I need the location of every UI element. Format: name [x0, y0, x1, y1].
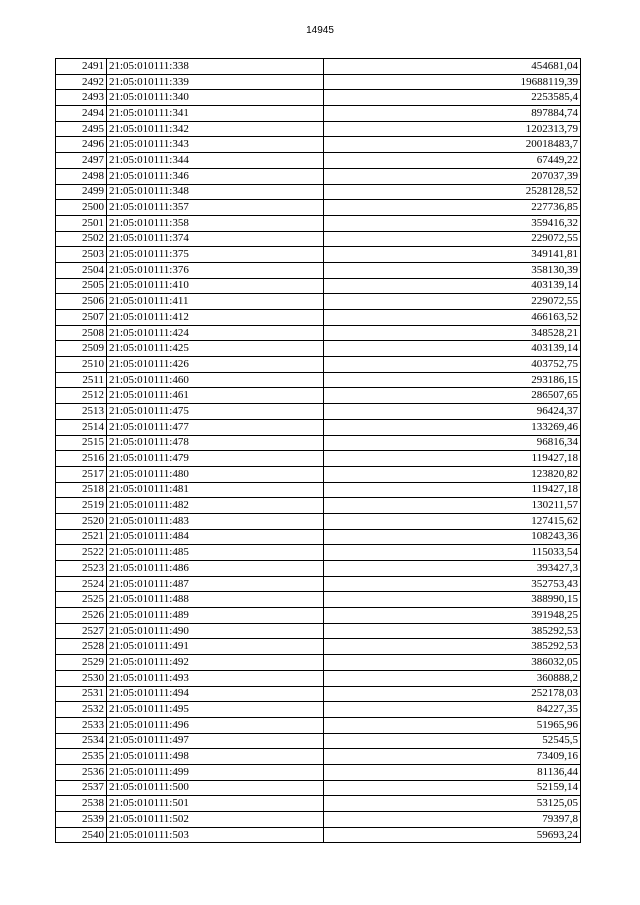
row-number-cell: 2494: [56, 106, 107, 122]
value-cell: 119427,18: [324, 451, 581, 467]
value-cell: 286507,65: [324, 388, 581, 404]
value-cell: 229072,55: [324, 294, 581, 310]
value-cell: 385292,53: [324, 623, 581, 639]
table-row: [56, 513, 581, 529]
row-number-cell: 2530: [56, 670, 107, 686]
cadastral-number-cell: 21:05:010111:346: [107, 168, 324, 184]
row-number-cell: 2518: [56, 482, 107, 498]
cadastral-number-cell: 21:05:010111:424: [107, 325, 324, 341]
table-row: [56, 451, 581, 467]
table-row: [56, 780, 581, 796]
table-row: [56, 341, 581, 357]
value-cell: 130211,57: [324, 498, 581, 514]
cadastral-number-cell: 21:05:010111:475: [107, 404, 324, 420]
row-number-cell: 2510: [56, 357, 107, 373]
row-number-cell: 2502: [56, 231, 107, 247]
table-row: [56, 498, 581, 514]
row-number-cell: 2537: [56, 780, 107, 796]
cadastral-number-cell: 21:05:010111:496: [107, 717, 324, 733]
table-row: [56, 106, 581, 122]
value-cell: 20018483,7: [324, 137, 581, 153]
table-row: [56, 592, 581, 608]
cadastral-number-cell: 21:05:010111:411: [107, 294, 324, 310]
table-row: [56, 812, 581, 828]
table-row: [56, 184, 581, 200]
row-number-cell: 2514: [56, 419, 107, 435]
value-cell: 466163,52: [324, 310, 581, 326]
table-row: [56, 325, 581, 341]
table-row: [56, 608, 581, 624]
row-number-cell: 2501: [56, 215, 107, 231]
row-number-cell: 2496: [56, 137, 107, 153]
table-row: [56, 168, 581, 184]
value-cell: 252178,03: [324, 686, 581, 702]
value-cell: 96816,34: [324, 435, 581, 451]
table-row: [56, 59, 581, 75]
table-row: [56, 153, 581, 169]
table-row: [56, 655, 581, 671]
table-row: [56, 545, 581, 561]
table-row: [56, 702, 581, 718]
table-row: [56, 670, 581, 686]
table-row: [56, 466, 581, 482]
records-table: [55, 58, 581, 843]
row-number-cell: 2524: [56, 576, 107, 592]
cadastral-number-cell: 21:05:010111:375: [107, 247, 324, 263]
row-number-cell: 2505: [56, 278, 107, 294]
cadastral-number-cell: 21:05:010111:491: [107, 639, 324, 655]
row-number-cell: 2512: [56, 388, 107, 404]
cadastral-number-cell: 21:05:010111:461: [107, 388, 324, 404]
table-row: [56, 733, 581, 749]
row-number-cell: 2506: [56, 294, 107, 310]
cadastral-number-cell: 21:05:010111:412: [107, 310, 324, 326]
table-row: [56, 247, 581, 263]
cadastral-number-cell: 21:05:010111:489: [107, 608, 324, 624]
cadastral-number-cell: 21:05:010111:486: [107, 561, 324, 577]
value-cell: 2253585,4: [324, 90, 581, 106]
value-cell: 897884,74: [324, 106, 581, 122]
value-cell: 127415,62: [324, 513, 581, 529]
value-cell: 52159,14: [324, 780, 581, 796]
row-number-cell: 2521: [56, 529, 107, 545]
table-row: [56, 74, 581, 90]
value-cell: 403139,14: [324, 278, 581, 294]
value-cell: 385292,53: [324, 639, 581, 655]
value-cell: 359416,32: [324, 215, 581, 231]
value-cell: 84227,35: [324, 702, 581, 718]
row-number-cell: 2534: [56, 733, 107, 749]
row-number-cell: 2528: [56, 639, 107, 655]
row-number-cell: 2499: [56, 184, 107, 200]
table-row: [56, 529, 581, 545]
table-row: [56, 121, 581, 137]
row-number-cell: 2520: [56, 513, 107, 529]
value-cell: 358130,39: [324, 262, 581, 278]
cadastral-number-cell: 21:05:010111:501: [107, 796, 324, 812]
row-number-cell: 2531: [56, 686, 107, 702]
value-cell: 108243,36: [324, 529, 581, 545]
row-number-cell: 2526: [56, 608, 107, 624]
row-number-cell: 2529: [56, 655, 107, 671]
cadastral-number-cell: 21:05:010111:492: [107, 655, 324, 671]
table-row: [56, 294, 581, 310]
row-number-cell: 2516: [56, 451, 107, 467]
value-cell: 53125,05: [324, 796, 581, 812]
cadastral-number-cell: 21:05:010111:487: [107, 576, 324, 592]
table-row: [56, 686, 581, 702]
row-number-cell: 2497: [56, 153, 107, 169]
value-cell: 229072,55: [324, 231, 581, 247]
cadastral-number-cell: 21:05:010111:500: [107, 780, 324, 796]
records-table-body: [56, 59, 581, 843]
value-cell: 391948,25: [324, 608, 581, 624]
value-cell: 360888,2: [324, 670, 581, 686]
cadastral-number-cell: 21:05:010111:493: [107, 670, 324, 686]
value-cell: 73409,16: [324, 749, 581, 765]
value-cell: 19688119,39: [324, 74, 581, 90]
value-cell: 115033,54: [324, 545, 581, 561]
row-number-cell: 2538: [56, 796, 107, 812]
table-row: [56, 827, 581, 843]
cadastral-number-cell: 21:05:010111:499: [107, 764, 324, 780]
cadastral-number-cell: 21:05:010111:477: [107, 419, 324, 435]
table-row: [56, 764, 581, 780]
table-row: [56, 623, 581, 639]
row-number-cell: 2503: [56, 247, 107, 263]
value-cell: 207037,39: [324, 168, 581, 184]
value-cell: 96424,37: [324, 404, 581, 420]
cadastral-number-cell: 21:05:010111:358: [107, 215, 324, 231]
value-cell: 81136,44: [324, 764, 581, 780]
table-row: [56, 215, 581, 231]
table-row: [56, 639, 581, 655]
value-cell: 79397,8: [324, 812, 581, 828]
cadastral-number-cell: 21:05:010111:340: [107, 90, 324, 106]
table-row: [56, 749, 581, 765]
row-number-cell: 2536: [56, 764, 107, 780]
value-cell: 2528128,52: [324, 184, 581, 200]
value-cell: 386032,05: [324, 655, 581, 671]
table-row: [56, 278, 581, 294]
cadastral-number-cell: 21:05:010111:482: [107, 498, 324, 514]
page-number: 14945: [306, 25, 334, 36]
value-cell: 352753,43: [324, 576, 581, 592]
cadastral-number-cell: 21:05:010111:495: [107, 702, 324, 718]
row-number-cell: 2495: [56, 121, 107, 137]
value-cell: 403139,14: [324, 341, 581, 357]
cadastral-number-cell: 21:05:010111:339: [107, 74, 324, 90]
table-row: [56, 231, 581, 247]
row-number-cell: 2500: [56, 200, 107, 216]
row-number-cell: 2509: [56, 341, 107, 357]
cadastral-number-cell: 21:05:010111:481: [107, 482, 324, 498]
row-number-cell: 2513: [56, 404, 107, 420]
value-cell: 52545,5: [324, 733, 581, 749]
row-number-cell: 2535: [56, 749, 107, 765]
cadastral-number-cell: 21:05:010111:498: [107, 749, 324, 765]
row-number-cell: 2508: [56, 325, 107, 341]
table-row: [56, 717, 581, 733]
row-number-cell: 2532: [56, 702, 107, 718]
row-number-cell: 2493: [56, 90, 107, 106]
cadastral-number-cell: 21:05:010111:410: [107, 278, 324, 294]
table-row: [56, 310, 581, 326]
table-row: [56, 137, 581, 153]
table-row: [56, 482, 581, 498]
cadastral-number-cell: 21:05:010111:376: [107, 262, 324, 278]
row-number-cell: 2517: [56, 466, 107, 482]
row-number-cell: 2533: [56, 717, 107, 733]
value-cell: 454681,04: [324, 59, 581, 75]
row-number-cell: 2539: [56, 812, 107, 828]
cadastral-number-cell: 21:05:010111:357: [107, 200, 324, 216]
value-cell: 403752,75: [324, 357, 581, 373]
cadastral-number-cell: 21:05:010111:344: [107, 153, 324, 169]
cadastral-number-cell: 21:05:010111:342: [107, 121, 324, 137]
table-row: [56, 388, 581, 404]
value-cell: 59693,24: [324, 827, 581, 843]
table-row: [56, 419, 581, 435]
cadastral-number-cell: 21:05:010111:485: [107, 545, 324, 561]
cadastral-number-cell: 21:05:010111:488: [107, 592, 324, 608]
cadastral-number-cell: 21:05:010111:341: [107, 106, 324, 122]
row-number-cell: 2498: [56, 168, 107, 184]
table-row: [56, 404, 581, 420]
table-row: [56, 561, 581, 577]
value-cell: 293186,15: [324, 372, 581, 388]
value-cell: 51965,96: [324, 717, 581, 733]
value-cell: 123820,82: [324, 466, 581, 482]
row-number-cell: 2504: [56, 262, 107, 278]
table-row: [56, 372, 581, 388]
value-cell: 388990,15: [324, 592, 581, 608]
table-row: [56, 200, 581, 216]
row-number-cell: 2527: [56, 623, 107, 639]
cadastral-number-cell: 21:05:010111:480: [107, 466, 324, 482]
row-number-cell: 2491: [56, 59, 107, 75]
value-cell: 349141,81: [324, 247, 581, 263]
cadastral-number-cell: 21:05:010111:497: [107, 733, 324, 749]
table-row: [56, 796, 581, 812]
cadastral-number-cell: 21:05:010111:483: [107, 513, 324, 529]
cadastral-number-cell: 21:05:010111:502: [107, 812, 324, 828]
table-row: [56, 357, 581, 373]
cadastral-number-cell: 21:05:010111:426: [107, 357, 324, 373]
cadastral-number-cell: 21:05:010111:338: [107, 59, 324, 75]
table-row: [56, 576, 581, 592]
table-row: [56, 435, 581, 451]
cadastral-number-cell: 21:05:010111:503: [107, 827, 324, 843]
cadastral-number-cell: 21:05:010111:478: [107, 435, 324, 451]
cadastral-number-cell: 21:05:010111:460: [107, 372, 324, 388]
row-number-cell: 2519: [56, 498, 107, 514]
row-number-cell: 2492: [56, 74, 107, 90]
value-cell: 67449,22: [324, 153, 581, 169]
cadastral-number-cell: 21:05:010111:348: [107, 184, 324, 200]
cadastral-number-cell: 21:05:010111:374: [107, 231, 324, 247]
row-number-cell: 2540: [56, 827, 107, 843]
cadastral-number-cell: 21:05:010111:494: [107, 686, 324, 702]
row-number-cell: 2511: [56, 372, 107, 388]
row-number-cell: 2522: [56, 545, 107, 561]
row-number-cell: 2525: [56, 592, 107, 608]
row-number-cell: 2515: [56, 435, 107, 451]
value-cell: 1202313,79: [324, 121, 581, 137]
value-cell: 133269,46: [324, 419, 581, 435]
cadastral-number-cell: 21:05:010111:479: [107, 451, 324, 467]
table-row: [56, 262, 581, 278]
value-cell: 227736,85: [324, 200, 581, 216]
cadastral-number-cell: 21:05:010111:484: [107, 529, 324, 545]
row-number-cell: 2523: [56, 561, 107, 577]
value-cell: 348528,21: [324, 325, 581, 341]
cadastral-number-cell: 21:05:010111:343: [107, 137, 324, 153]
value-cell: 119427,18: [324, 482, 581, 498]
row-number-cell: 2507: [56, 310, 107, 326]
table-row: [56, 90, 581, 106]
cadastral-number-cell: 21:05:010111:425: [107, 341, 324, 357]
cadastral-number-cell: 21:05:010111:490: [107, 623, 324, 639]
value-cell: 393427,3: [324, 561, 581, 577]
